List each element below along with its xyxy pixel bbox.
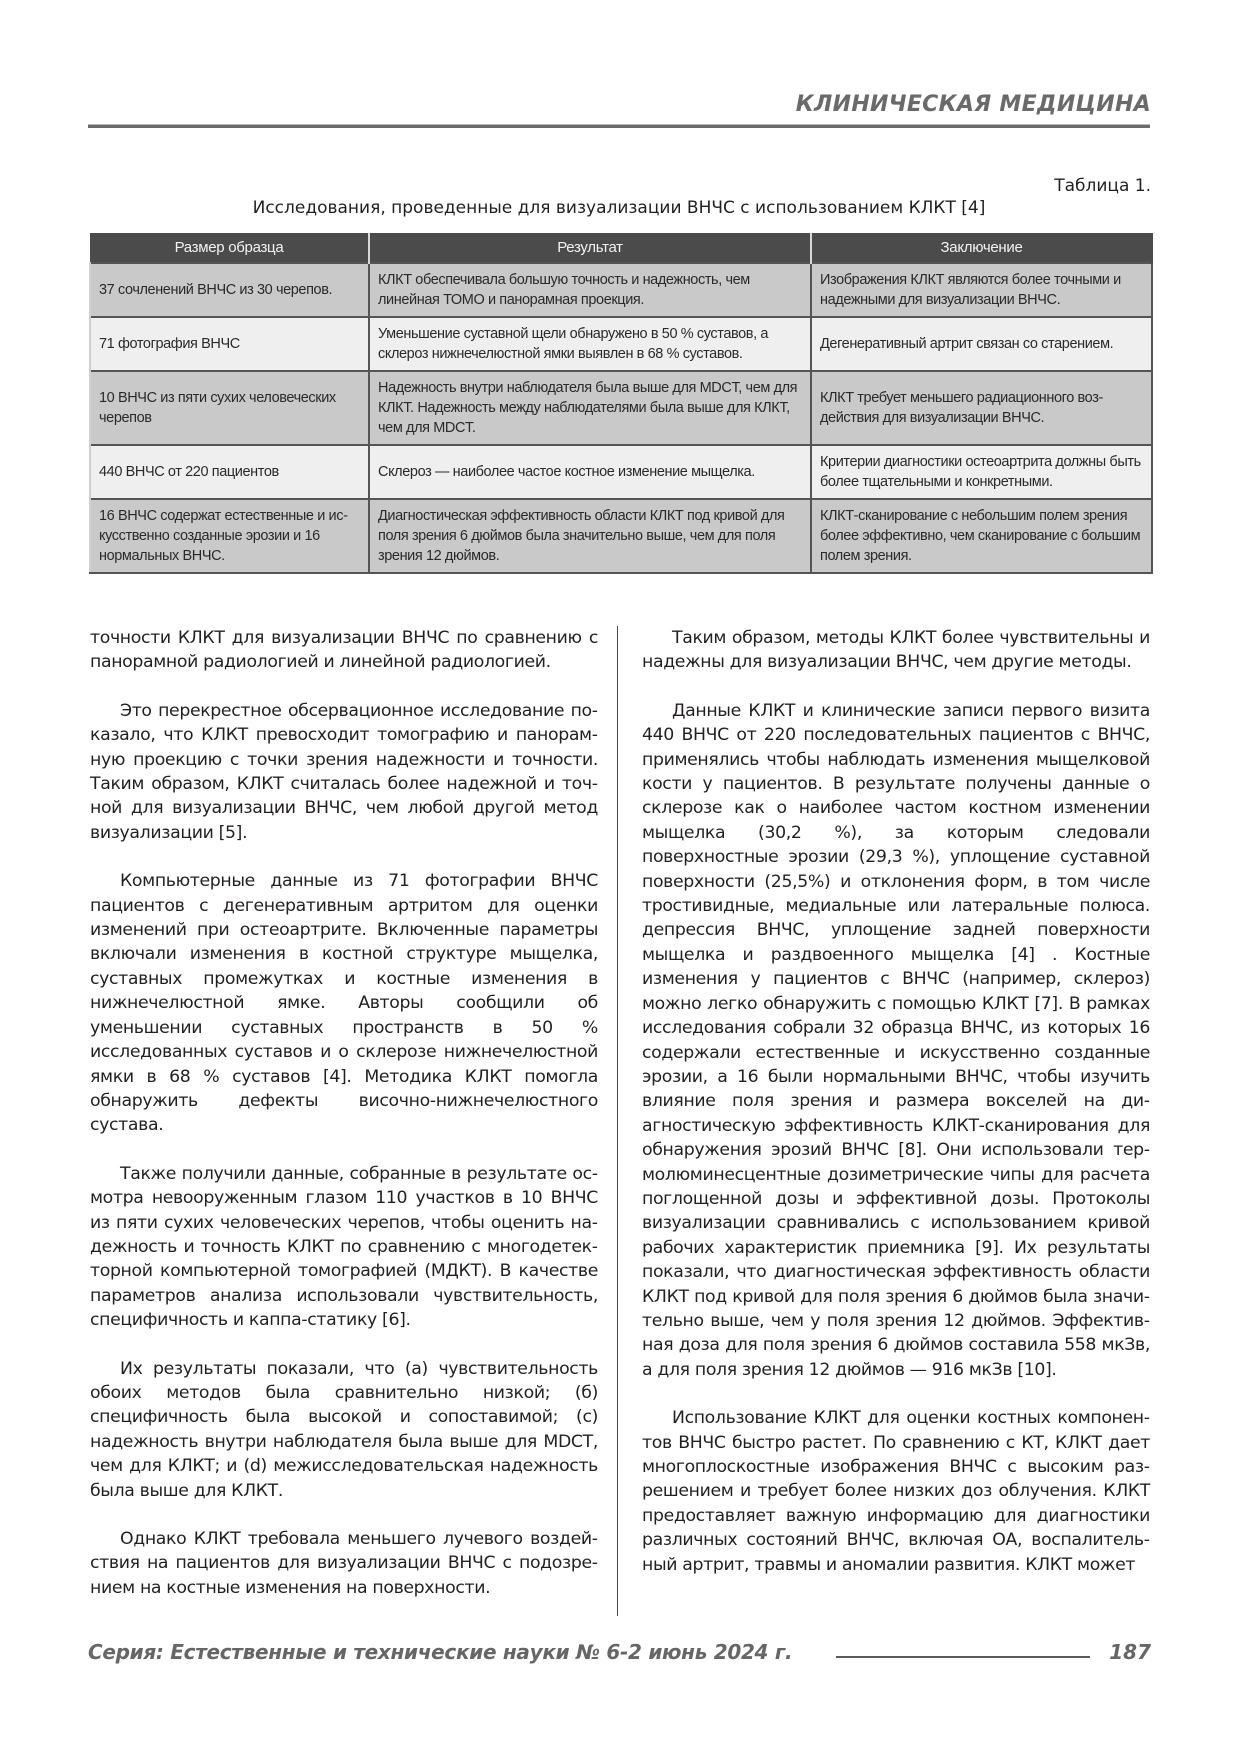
studies-table: [89, 233, 1153, 574]
cell-conclusion: Изображения КЛКТ являются более точными и надежными для визуализации ВНЧС.: [811, 263, 1152, 317]
cell-sample: 16 ВНЧС содержат естественные и искусственно созданные эрозии и 16 нормальных ВНЧС.: [90, 499, 369, 573]
cell-conclusion: КЛКТ-сканирование с небольшим полем зрения более эффективно, чем сканирование с большим полем зрения.: [811, 499, 1152, 573]
paragraph: Компьютерные данные из 71 фотографии ВНЧС пациентов с дегенеративным артритом для оценки изменений при остеоартрите. Включенные параметры включали изменения в костной структуре мыщелка, суставных промежутках и костные изменения в нижнечелюстной ямке. Авторы сообщили об уменьшении суставных пространств в 50 % исследованных суставов и о склерозе нижнечелюстной ямки в 68 % суставов [4]. Методика КЛКТ помогла обнаружить дефекты височно-нижнечелюстного сустава.: [90, 871, 598, 1136]
column-header-sample-size: Размер образца: [90, 233, 369, 263]
table-row: [90, 499, 1152, 573]
column-divider: [617, 626, 618, 1616]
cell-sample: 440 ВНЧС от 220 пациентов: [90, 445, 369, 499]
cell-result: Склероз — наиболее частое костное изменение мыщелка.: [369, 445, 811, 499]
paragraph: точности КЛКТ для визуализации ВНЧС по сравнению с панорамной радиологией и линейной радиологией.: [90, 628, 598, 673]
paragraph: Однако КЛКТ требовала меньшего лучевого воздействия на пациентов для визуализации ВНЧС с подозрением на костные изменения на поверхности.: [90, 1529, 598, 1598]
table-row: [90, 371, 1152, 445]
cell-conclusion: КЛКТ требует меньшего радиационного воздействия для визуализации ВНЧС.: [811, 371, 1152, 445]
header-rule: [88, 124, 1150, 128]
paragraph: Также получили данные, собранные в результате осмотра невооруженным глазом 110 участков в 10 ВНЧС из пяти сухих человеческих черепов, чтобы оценить надежность и точность КЛКТ по сравнению с многодетекторной компьютерной томографией (МДКТ). В качестве параметров анализа использовали чувствительность, специфичность и каппа-статику [6].: [90, 1163, 598, 1331]
body-column-right: [642, 626, 1150, 1601]
body-column-left: [90, 626, 598, 1624]
cell-result: Уменьшение суставной щели обнаружено в 50 % суставов, а склероз нижнечелюстной ямки выявлен в 68 % суставов.: [369, 317, 811, 371]
cell-conclusion: Критерии диагностики остеоартрита должны быть более тщательными и конкретными.: [811, 445, 1152, 499]
table-row: [90, 317, 1152, 371]
paragraph: Это перекрестное обсервационное исследование показало, что КЛКТ превосходит томографию и панорамную проекцию с точки зрения надежности и точности. Таким образом, КЛКТ считалась более надежной и точной для визуализации ВНЧС, чем любой другой метод визуализации [5].: [90, 700, 598, 843]
table-row: [90, 445, 1152, 499]
cell-conclusion: Дегенеративный артрит связан со старением.: [811, 317, 1152, 371]
table-caption: Исследования, проведенные для визуализации ВНЧС с использованием КЛКТ [4]: [252, 198, 986, 218]
cell-sample: 37 сочленений ВНЧС из 30 черепов.: [90, 263, 369, 317]
running-head-section-title: КЛИНИЧЕСКАЯ МЕДИЦИНА: [795, 92, 1151, 117]
column-header-result: Результат: [369, 233, 811, 263]
cell-result: КЛКТ обеспечивала большую точность и надежность, чем линейная ТОМО и панорамная проекция.: [369, 263, 811, 317]
cell-sample: 10 ВНЧС из пяти сухих человеческих черепов: [90, 371, 369, 445]
paragraph: Использование КЛКТ для оценки костных компонентов ВНЧС быстро растет. По сравнению с КТ, КЛКТ дает многоплоскостные изображения ВНЧС с высоким разрешением и требует более низких доз облучения. КЛКТ предоставляет важную информацию для диагностики различных состояний ВНЧС, включая ОА, воспалительный артрит, травмы и аномалии развития. КЛКТ может: [642, 1408, 1150, 1575]
table-row: [90, 263, 1152, 317]
table-header-row: [90, 233, 1152, 263]
footer-rule: [836, 1656, 1090, 1658]
footer-series: Серия: Естественные и технические науки № 6-2 июнь 2024 г.: [88, 1640, 793, 1664]
paragraph: Их результаты показали, что (а) чувствительность обоих методов была сравнительно низкой; (б) специфичность была высокой и сопоставимой; (с) надежность внутри наблюдателя была выше для MDCT, чем для КЛКТ; и (d) межисследовательская надежность была выше для КЛКТ.: [90, 1358, 598, 1501]
page-number: 187: [1109, 1640, 1151, 1664]
paragraph: Таким образом, методы КЛКТ более чувствительны и надежны для визуализации ВНЧС, чем другие методы.: [642, 628, 1150, 673]
cell-sample: 71 фотография ВНЧС: [90, 317, 369, 371]
cell-result: Надежность внутри наблюдателя была выше для MDCT, чем для КЛКТ. Надежность между наблюдателями была выше для КЛКТ, чем для MDCT.: [369, 371, 811, 445]
column-header-conclusion: Заключение: [811, 233, 1152, 263]
cell-result: Диагностическая эффективность области КЛКТ под кривой для поля зрения 6 дюймов была значительно выше, чем для поля зрения 12 дюймов.: [369, 499, 811, 573]
paragraph: Данные КЛКТ и клинические записи первого визита 440 ВНЧС от 220 последовательных пациентов с ВНЧС, применялись чтобы наблюдать изменения мыщелковой кости у пациентов. В результате получены данные о склерозе как о наиболее частом костном изменении мыщелка (30,2 %), за которым следовали поверхностные эрозии (29,3 %), уплощение суставной поверхности (25,5%) и отклонения форм, в том числе тростивидные, медиальные или латеральные полюса. депрессия ВНЧС, уплощение задней поверхности мыщелка и раздвоенного мыщелка [4] . Костные изменения у пациентов с ВНЧС (например, склероз) можно легко обнаружить с помощью КЛКТ [7]. В рамках исследования собрали 32 образца ВНЧС, из которых 16 содержали естественные и искусственно созданные эрозии, а 16 были нормальными ВНЧС, чтобы изучить влияние поля зрения и размера вокселей на диагностическую эффективность КЛКТ-сканирования для обнаружения эрозий ВНЧС [8]. Они использовали термолюминесцентные дозиметрические чипы для расчета поглощенной дозы и эффективной дозы. Протоколы визуализации сравнивались с использованием кривой рабочих характеристик приемника [9]. Их результаты показали, что диагностическая эффективность области КЛКТ под кривой для поля зрения 6 дюймов была значительно выше, чем у поля зрения 12 дюймов. Эффективная доза для поля зрения 6 дюймов составила 558 мкЗв, а для поля зрения 12 дюймов — 916 мкЗв [10].: [642, 700, 1150, 1380]
table-label: Таблица 1.: [1054, 176, 1151, 196]
